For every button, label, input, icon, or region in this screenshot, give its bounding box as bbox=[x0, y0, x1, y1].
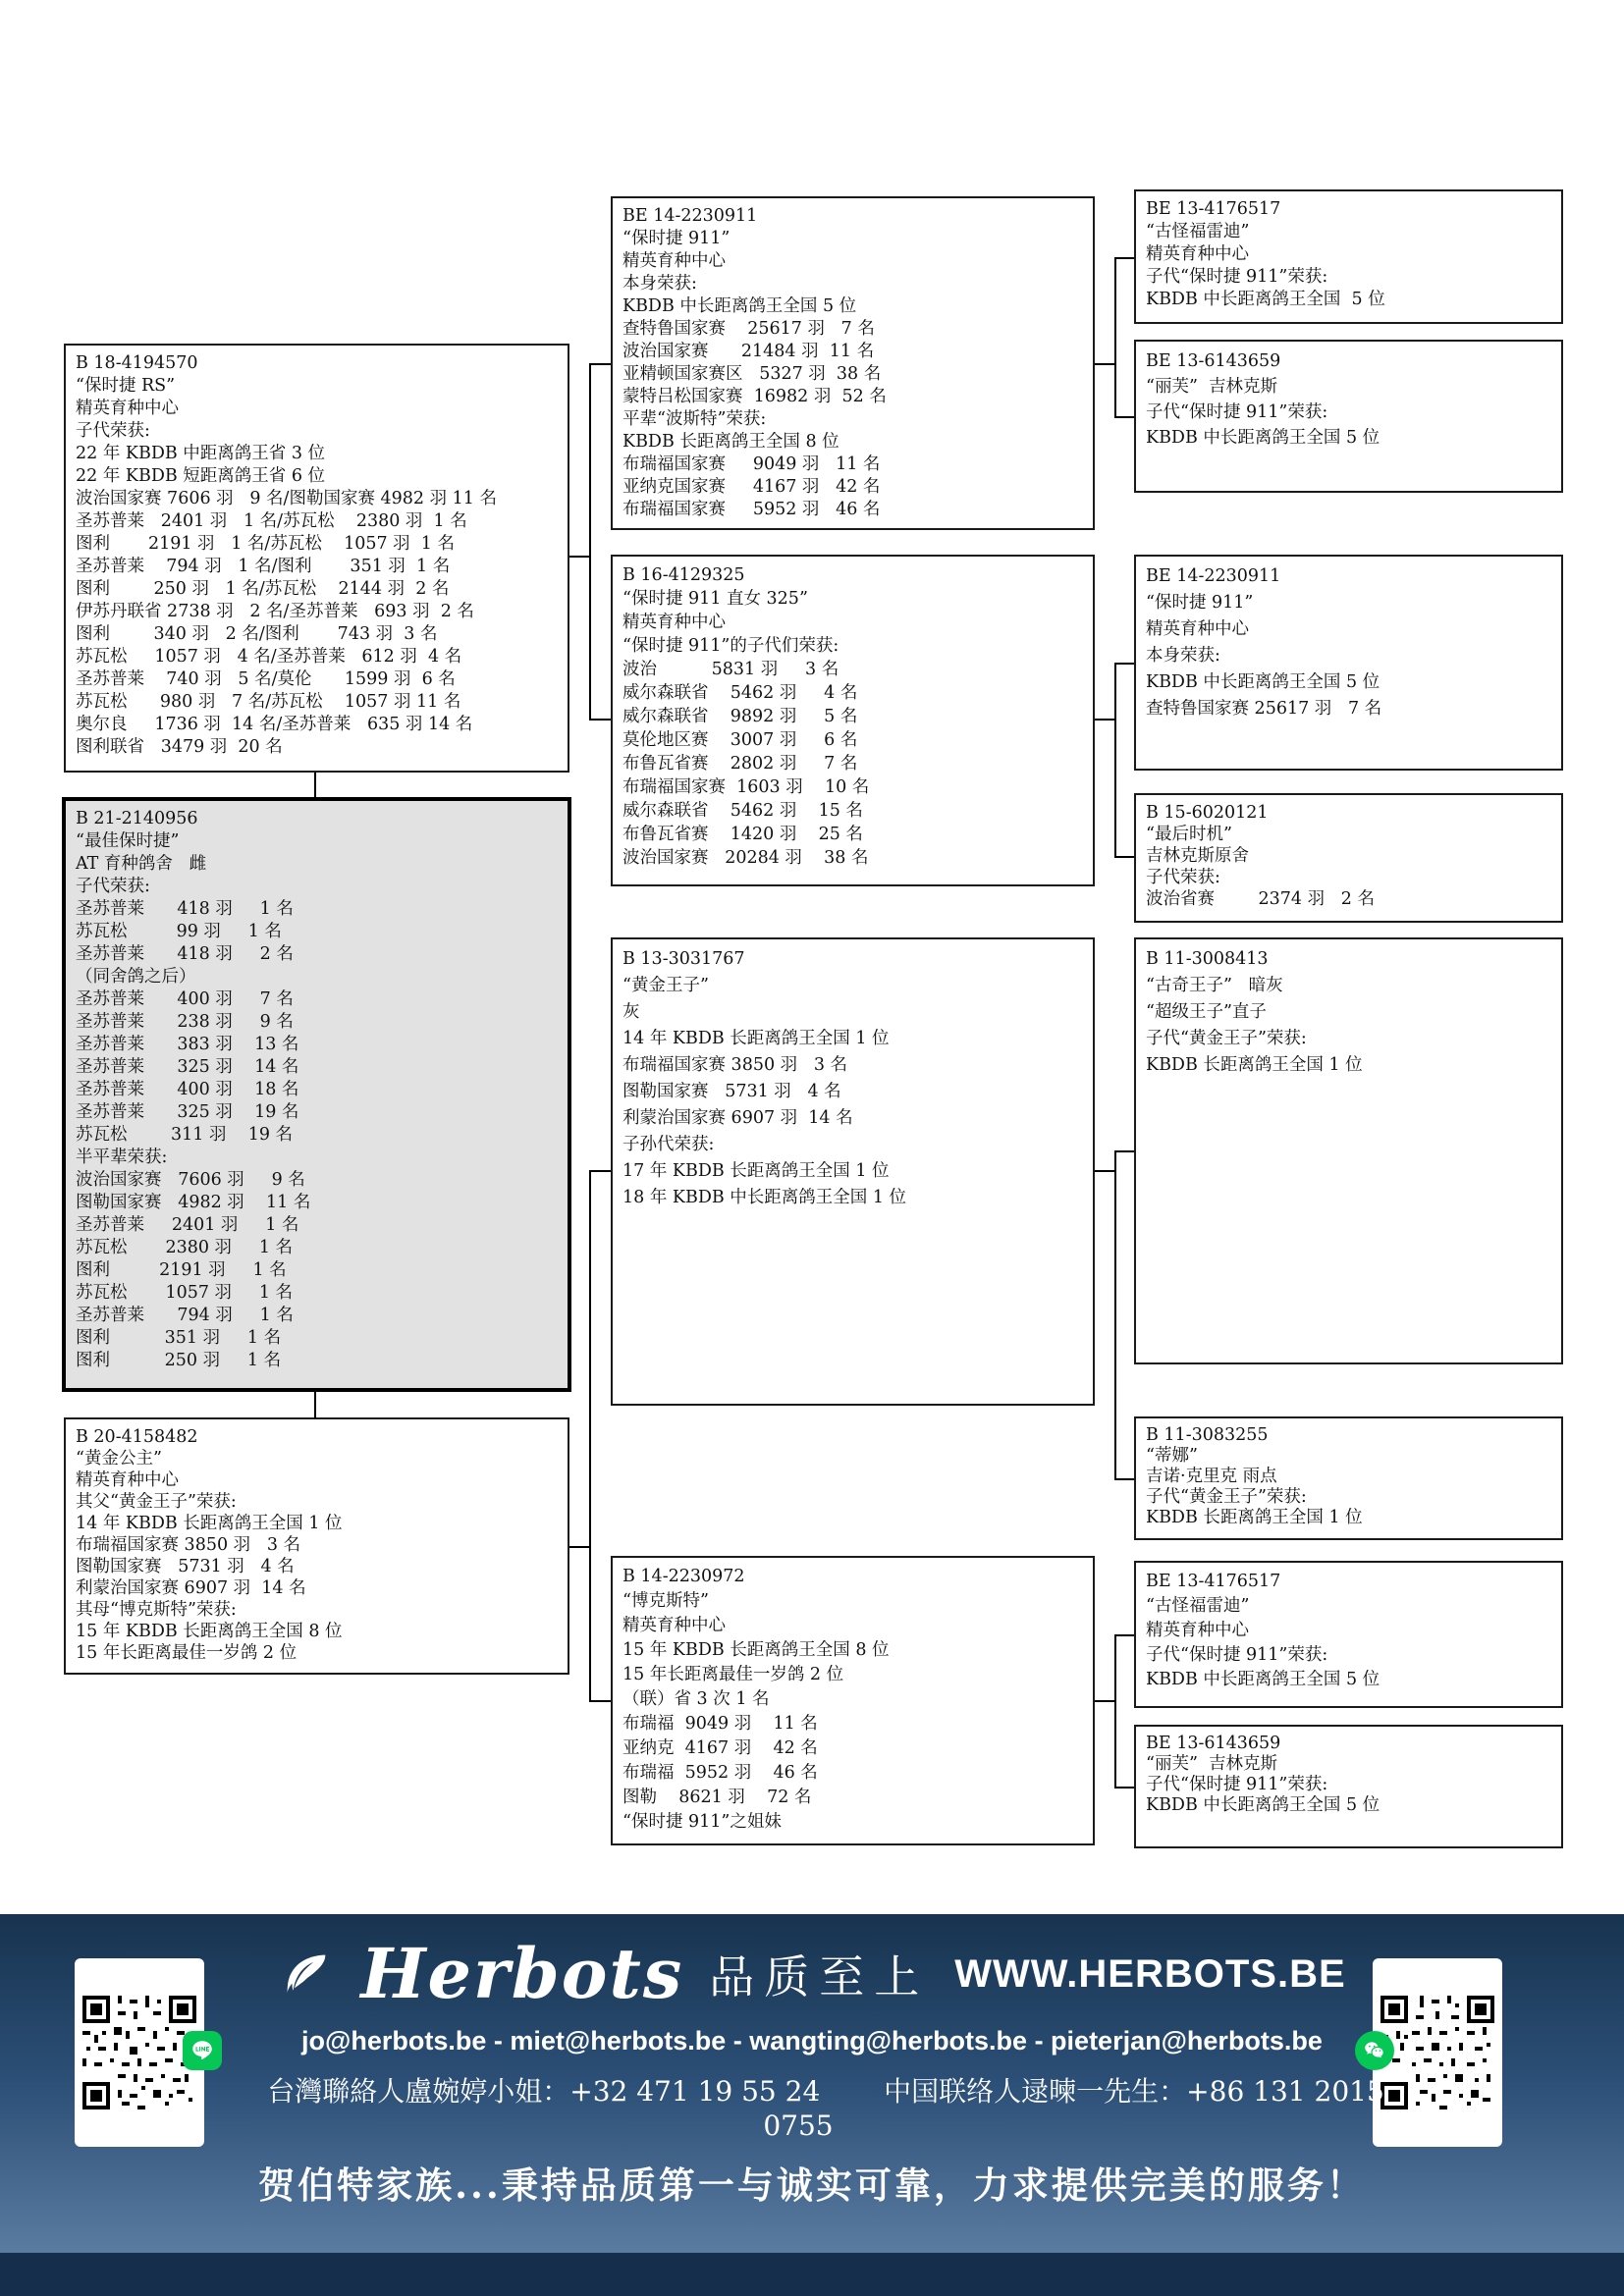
pedigree-text-line: 圣苏普莱 418 羽 1 名 bbox=[76, 899, 294, 919]
pedigree-text-line: B 14-2230972 bbox=[623, 1567, 745, 1586]
pedigree-text-line: 利蒙治国家赛 6907 羽 14 名 bbox=[76, 1578, 306, 1598]
pedigree-text-line: “最佳保时捷” bbox=[76, 831, 180, 851]
pedigree-text-line: 查特鲁国家赛 25617 羽 7 名 bbox=[1146, 699, 1382, 719]
pedigree-text-line: KBDB 中长距离鸽王全国 5 位 bbox=[1146, 1795, 1380, 1815]
pedigree-text-line: 蒙特吕松国家赛 16982 羽 52 名 bbox=[623, 387, 887, 406]
connector-line bbox=[589, 1700, 611, 1702]
pedigree-text-line: 其父“黄金王子”荣获: bbox=[76, 1492, 237, 1512]
pedigree-text-line: BE 13-4176517 bbox=[1146, 199, 1281, 219]
pedigree-text-line: KBDB 中长距离鸽王全国 5 位 bbox=[1146, 672, 1380, 692]
pedigree-text-line: 查特鲁国家赛 25617 羽 7 名 bbox=[623, 319, 875, 339]
pedigree-text-line: 15 年 KBDB 长距离鸽王全国 8 位 bbox=[76, 1622, 343, 1641]
pedigree-text-line: 圣苏普莱 325 羽 14 名 bbox=[76, 1057, 299, 1077]
pedigree-text-line: “保时捷 911”之姐妹 bbox=[623, 1812, 782, 1832]
pedigree-text-line: “黄金公主” bbox=[76, 1449, 162, 1468]
pedigree-box-grandsire-paternal bbox=[611, 196, 1095, 530]
brand-logo: Herbots bbox=[360, 1933, 684, 2014]
pedigree-text-line: 22 年 KBDB 中距离鸽王省 3 位 bbox=[76, 444, 326, 463]
connector-line bbox=[1114, 1634, 1134, 1636]
pedigree-text-line: BE 14-2230911 bbox=[1146, 566, 1281, 586]
pedigree-text-line: 子代荣获: bbox=[1146, 868, 1220, 887]
pedigree-text-line: KBDB 长距离鸽王全国 8 位 bbox=[623, 432, 839, 452]
pedigree-box-dam bbox=[64, 1417, 569, 1675]
pedigree-text-line: 15 年长距离最佳一岁鸽 2 位 bbox=[76, 1643, 298, 1663]
pedigree-text-line: “最后时机” bbox=[1146, 825, 1232, 844]
pedigree-text-line: 苏瓦松 2380 羽 1 名 bbox=[76, 1238, 294, 1257]
pedigree-text-line: 图勒国家赛 5731 羽 4 名 bbox=[623, 1082, 841, 1101]
pedigree-text-line: 伊苏丹联省 2738 羽 2 名/圣苏普莱 693 羽 2 名 bbox=[76, 602, 474, 621]
pedigree-box-ggp-6 bbox=[1134, 1416, 1563, 1540]
pedigree-text-line: 威尔森联省 9892 羽 5 名 bbox=[623, 707, 858, 726]
pedigree-text-line: 圣苏普莱 325 羽 19 名 bbox=[76, 1102, 299, 1122]
pedigree-text-line: 布瑞福国家赛 9049 羽 11 名 bbox=[623, 454, 881, 474]
pedigree-text-line: 图勒国家赛 4982 羽 11 名 bbox=[76, 1193, 311, 1212]
pedigree-text-line: B 20-4158482 bbox=[76, 1427, 198, 1447]
pedigree-box-ggp-8 bbox=[1134, 1725, 1563, 1848]
pedigree-text-line: 圣苏普莱 740 羽 5 名/莫伦 1599 羽 6 名 bbox=[76, 669, 456, 689]
pedigree-text-line: 布瑞福 9049 羽 11 名 bbox=[623, 1714, 818, 1734]
pedigree-text-line: “丽芙” 吉林克斯 bbox=[1146, 1754, 1278, 1774]
connector-line bbox=[589, 363, 611, 365]
pedigree-text-line: 本身荣获: bbox=[623, 274, 697, 294]
pedigree-text-line: 图利 351 羽 1 名 bbox=[76, 1328, 282, 1348]
pedigree-text-line: 亚纳克 4167 羽 42 名 bbox=[623, 1738, 818, 1758]
pedigree-text-line: “黄金王子” bbox=[623, 976, 709, 995]
connector-line bbox=[1114, 257, 1134, 259]
pedigree-text-line: KBDB 中长距离鸽王全国 5 位 bbox=[623, 296, 857, 316]
pedigree-text-line: 莫伦地区赛 3007 羽 6 名 bbox=[623, 730, 858, 750]
pedigree-text-line: 子代荣获: bbox=[76, 877, 150, 896]
pedigree-text-line: B 13-3031767 bbox=[623, 949, 745, 969]
pedigree-text-line: 布瑞福国家赛 3850 羽 3 名 bbox=[623, 1055, 848, 1075]
pedigree-text-line: 本身荣获: bbox=[1146, 646, 1220, 666]
connector-line bbox=[569, 556, 591, 558]
connector-line bbox=[589, 363, 591, 721]
pedigree-text-line: 图利 2191 羽 1 名/苏瓦松 1057 羽 1 名 bbox=[76, 534, 455, 554]
pedigree-text-line: BE 13-6143659 bbox=[1146, 1734, 1281, 1753]
pedigree-text-line: 图利联省 3479 羽 20 名 bbox=[76, 737, 283, 757]
pedigree-text-line: B 11-3083255 bbox=[1146, 1425, 1269, 1445]
connector-line bbox=[1114, 1150, 1134, 1152]
pedigree-text-line: （联）省 3 次 1 名 bbox=[623, 1689, 770, 1709]
pedigree-text-line: 22 年 KBDB 短距离鸽王省 6 位 bbox=[76, 466, 326, 486]
pedigree-text-line: 14 年 KBDB 长距离鸽王全国 1 位 bbox=[76, 1514, 343, 1533]
pedigree-text-line: 半平辈荣获: bbox=[76, 1148, 168, 1167]
pedigree-text-line: 精英育种中心 bbox=[1146, 1621, 1249, 1640]
pedigree-text-line: 亚纳克国家赛 4167 羽 42 名 bbox=[623, 477, 881, 497]
pedigree-text-line: “古怪福雷迪” bbox=[1146, 1596, 1250, 1616]
qr-code-line bbox=[75, 1958, 204, 2147]
pedigree-text-line: 精英育种中心 bbox=[1146, 244, 1249, 264]
pedigree-box-ggp-3 bbox=[1134, 555, 1563, 771]
pedigree-box-granddam-maternal bbox=[611, 1556, 1095, 1845]
pedigree-box-subject bbox=[62, 797, 571, 1392]
pedigree-text-line: “保时捷 911”的子代们荣获: bbox=[623, 636, 839, 656]
pedigree-text-line: 精英育种中心 bbox=[1146, 619, 1249, 639]
pedigree-text-line: 圣苏普莱 383 羽 13 名 bbox=[76, 1035, 299, 1054]
footer-banner bbox=[0, 1914, 1624, 2296]
connector-line bbox=[1114, 1634, 1116, 1789]
footer-center bbox=[226, 1933, 1398, 2209]
connector-line bbox=[1095, 1700, 1116, 1702]
pedigree-text-line: “蒂娜” bbox=[1146, 1446, 1198, 1466]
pedigree-text-line: KBDB 中长距离鸽王全国 5 位 bbox=[1146, 1670, 1380, 1689]
pedigree-text-line: “保时捷 911” bbox=[1146, 593, 1254, 613]
connector-line bbox=[589, 1170, 591, 1702]
website-url[interactable]: WWW.HERBOTS.BE bbox=[954, 1951, 1346, 1996]
pedigree-text-line: 子代“黄金王子”荣获: bbox=[1146, 1487, 1307, 1507]
pedigree-text-line: BE 13-4176517 bbox=[1146, 1572, 1281, 1591]
pedigree-text-line: 布瑞福 5952 羽 46 名 bbox=[623, 1763, 818, 1783]
pedigree-text-line: 波治国家赛 21484 羽 11 名 bbox=[623, 342, 875, 361]
pedigree-text-line: 威尔森联省 5462 羽 4 名 bbox=[623, 683, 858, 703]
pedigree-box-ggp-4 bbox=[1134, 793, 1563, 923]
pedigree-text-line: 布瑞福国家赛 1603 羽 10 名 bbox=[623, 777, 870, 797]
pedigree-text-line: 圣苏普莱 400 羽 18 名 bbox=[76, 1080, 299, 1099]
pedigree-text-line: 布鲁瓦省赛 1420 羽 25 名 bbox=[623, 825, 863, 844]
connector-line bbox=[1114, 1150, 1116, 1480]
connector-line bbox=[1114, 416, 1134, 418]
contact-china: 中国联络人逯暕一先生：+86 131 2015 0755 bbox=[763, 2075, 1384, 2142]
pedigree-text-line: 精英育种中心 bbox=[623, 251, 726, 271]
pedigree-text-line: 子代“保时捷 911”荣获: bbox=[1146, 402, 1328, 422]
pedigree-text-line: 平辈“波斯特”荣获: bbox=[623, 409, 767, 429]
connector-line bbox=[1095, 363, 1116, 365]
pedigree-text-line: 圣苏普莱 2401 羽 1 名/苏瓦松 2380 羽 1 名 bbox=[76, 511, 467, 531]
pedigree-text-line: 15 年 KBDB 长距离鸽王全国 8 位 bbox=[623, 1640, 890, 1660]
contact-phones bbox=[226, 2070, 1398, 2142]
pedigree-text-line: BE 13-6143659 bbox=[1146, 351, 1281, 371]
pedigree-text-line: 子代“保时捷 911”荣获: bbox=[1146, 267, 1328, 287]
pedigree-text-line: 布鲁瓦省赛 2802 羽 7 名 bbox=[623, 754, 858, 774]
pedigree-text-line: 精英育种中心 bbox=[76, 399, 179, 418]
pedigree-text-line: 威尔森联省 5462 羽 15 名 bbox=[623, 801, 863, 821]
pedigree-text-line: “保时捷 RS” bbox=[76, 376, 176, 396]
pedigree-text-line: 圣苏普莱 794 羽 1 名 bbox=[76, 1306, 294, 1325]
pedigree-box-ggp-7 bbox=[1134, 1561, 1563, 1708]
pedigree-text-line: 图利 340 羽 2 名/图利 743 羽 3 名 bbox=[76, 624, 438, 644]
pedigree-text-line: 子孙代荣获: bbox=[623, 1135, 715, 1154]
connector-line bbox=[1095, 1170, 1116, 1172]
feather-icon bbox=[278, 1946, 335, 2002]
pedigree-text-line: KBDB 长距离鸽王全国 1 位 bbox=[1146, 1055, 1363, 1075]
pedigree-text-line: 17 年 KBDB 长距离鸽王全国 1 位 bbox=[623, 1161, 890, 1181]
connector-line bbox=[1114, 1787, 1134, 1789]
pedigree-text-line: 吉诺·克里克 雨点 bbox=[1146, 1467, 1277, 1486]
pedigree-text-line: B 21-2140956 bbox=[76, 809, 198, 828]
pedigree-text-line: 18 年 KBDB 中长距离鸽王全国 1 位 bbox=[623, 1188, 907, 1207]
pedigree-text-line: 吉林克斯原舍 bbox=[1146, 846, 1249, 866]
pedigree-text-line: 圣苏普莱 238 羽 9 名 bbox=[76, 1012, 294, 1032]
pedigree-text-line: 奥尔良 1736 羽 14 名/圣苏普莱 635 羽 14 名 bbox=[76, 715, 473, 734]
pedigree-text-line: 利蒙治国家赛 6907 羽 14 名 bbox=[623, 1108, 853, 1128]
pedigree-text-line: “丽芙” 吉林克斯 bbox=[1146, 377, 1278, 397]
pedigree-text-line: 圣苏普莱 418 羽 2 名 bbox=[76, 944, 294, 964]
pedigree-text-line: 精英育种中心 bbox=[623, 1616, 726, 1635]
pedigree-text-line: 精英育种中心 bbox=[623, 613, 726, 632]
pedigree-box-granddam-paternal bbox=[611, 555, 1095, 886]
brand-tagline: 品质至上 bbox=[709, 1950, 930, 2003]
pedigree-text-line: 圣苏普莱 2401 羽 1 名 bbox=[76, 1215, 299, 1235]
connector-line bbox=[1114, 663, 1134, 665]
pedigree-text-line: 波治 5831 羽 3 名 bbox=[623, 660, 839, 679]
pedigree-text-line: 波治国家赛 7606 羽 9 名/图勒国家赛 4982 羽 11 名 bbox=[76, 489, 497, 508]
pedigree-box-grandsire-maternal bbox=[611, 937, 1095, 1406]
pedigree-text-line: 苏瓦松 311 羽 19 名 bbox=[76, 1125, 294, 1145]
pedigree-text-line: 子代“保时捷 911”荣获: bbox=[1146, 1645, 1328, 1665]
pedigree-text-line: 苏瓦松 980 羽 7 名/苏瓦松 1057 羽 11 名 bbox=[76, 692, 461, 712]
pedigree-text-line: “博克斯特” bbox=[623, 1591, 709, 1611]
pedigree-text-line: “保时捷 911 直女 325” bbox=[623, 589, 808, 609]
connector-line bbox=[1114, 1478, 1134, 1480]
pedigree-text-line: 苏瓦松 99 羽 1 名 bbox=[76, 922, 282, 941]
pedigree-box-sire bbox=[64, 344, 569, 773]
pedigree-text-line: 波治国家赛 20284 羽 38 名 bbox=[623, 848, 869, 868]
connector-line bbox=[314, 773, 316, 798]
connector-line bbox=[1114, 856, 1134, 858]
pedigree-text-line: 布瑞福国家赛 3850 羽 3 名 bbox=[76, 1535, 301, 1555]
pedigree-text-line: “古怪福雷迪” bbox=[1146, 222, 1250, 241]
pedigree-text-line: “古奇王子” 暗灰 bbox=[1146, 976, 1283, 995]
pedigree-box-ggp-2 bbox=[1134, 340, 1563, 493]
line-icon bbox=[183, 2031, 222, 2070]
pedigree-text-line: 图利 2191 羽 1 名 bbox=[76, 1260, 287, 1280]
pedigree-text-line: KBDB 中长距离鸽王全国 5 位 bbox=[1146, 290, 1385, 309]
contact-emails[interactable]: jo@herbots.be - miet@herbots.be - wangting@herbots.be - pieterjan@herbots.be bbox=[301, 2026, 1323, 2056]
pedigree-text-line: 15 年长距离最佳一岁鸽 2 位 bbox=[623, 1665, 844, 1684]
pedigree-text-line: B 18-4194570 bbox=[76, 353, 198, 373]
pedigree-text-line: B 11-3008413 bbox=[1146, 949, 1269, 969]
pedigree-text-line: 其母“博克斯特”荣获: bbox=[76, 1600, 237, 1620]
pedigree-text-line: 圣苏普莱 400 羽 7 名 bbox=[76, 989, 294, 1009]
pedigree-text-line: 子代荣获: bbox=[76, 421, 150, 441]
pedigree-text-line: 灰 bbox=[623, 1002, 640, 1022]
pedigree-text-line: 图利 250 羽 1 名 bbox=[76, 1351, 282, 1370]
pedigree-text-line: “超级王子”直子 bbox=[1146, 1002, 1267, 1022]
pedigree-text-line: B 16-4129325 bbox=[623, 565, 745, 585]
pedigree-text-line: 苏瓦松 1057 羽 1 名 bbox=[76, 1283, 294, 1303]
footer-slogan: 贺伯特家族...秉持品质第一与诚实可靠，力求提供完美的服务！ bbox=[258, 2163, 1366, 2207]
pedigree-text-line: KBDB 长距离鸽王全国 1 位 bbox=[1146, 1508, 1363, 1527]
connector-line bbox=[569, 1546, 591, 1548]
pedigree-text-line: 波治省赛 2374 羽 2 名 bbox=[1146, 889, 1375, 909]
pedigree-text-line: AT 育种鸽舍 雌 bbox=[76, 854, 207, 874]
pedigree-text-line: 亚精顿国家赛区 5327 羽 38 名 bbox=[623, 364, 882, 384]
connector-line bbox=[314, 1391, 316, 1418]
pedigree-text-line: 苏瓦松 1057 羽 4 名/圣苏普莱 612 羽 4 名 bbox=[76, 647, 462, 667]
connector-line bbox=[1114, 257, 1116, 418]
pedigree-box-ggp-5 bbox=[1134, 937, 1563, 1364]
pedigree-text-line: B 15-6020121 bbox=[1146, 803, 1269, 823]
connector-line bbox=[1095, 719, 1116, 721]
contact-taiwan: 台灣聯絡人盧婉婷小姐：+32 471 19 55 24 bbox=[267, 2075, 821, 2108]
pedigree-text-line: “保时捷 911” bbox=[623, 229, 731, 248]
pedigree-text-line: 圣苏普莱 794 羽 1 名/图利 351 羽 1 名 bbox=[76, 557, 451, 576]
pedigree-text-line: 图勒 8621 羽 72 名 bbox=[623, 1788, 812, 1807]
connector-line bbox=[589, 1170, 611, 1172]
pedigree-text-line: 布瑞福国家赛 5952 羽 46 名 bbox=[623, 500, 881, 519]
pedigree-text-line: BE 14-2230911 bbox=[623, 206, 758, 226]
pedigree-text-line: 图利 250 羽 1 名/苏瓦松 2144 羽 2 名 bbox=[76, 579, 450, 599]
connector-line bbox=[1114, 663, 1116, 858]
pedigree-text-line: 子代“保时捷 911”荣获: bbox=[1146, 1775, 1328, 1794]
pedigree-text-line: 精英育种中心 bbox=[76, 1470, 179, 1490]
pedigree-text-line: 波治国家赛 7606 羽 9 名 bbox=[76, 1170, 305, 1190]
pedigree-box-ggp-1 bbox=[1134, 189, 1563, 324]
pedigree-text-line: KBDB 中长距离鸽王全国 5 位 bbox=[1146, 428, 1380, 448]
pedigree-text-line: 14 年 KBDB 长距离鸽王全国 1 位 bbox=[623, 1029, 890, 1048]
pedigree-text-line: 图勒国家赛 5731 羽 4 名 bbox=[76, 1557, 295, 1576]
footer-bottom-strip bbox=[0, 2253, 1624, 2296]
connector-line bbox=[589, 719, 611, 721]
pedigree-text-line: （同舍鸽之后） bbox=[76, 967, 196, 987]
pedigree-text-line: 子代“黄金王子”荣获: bbox=[1146, 1029, 1307, 1048]
